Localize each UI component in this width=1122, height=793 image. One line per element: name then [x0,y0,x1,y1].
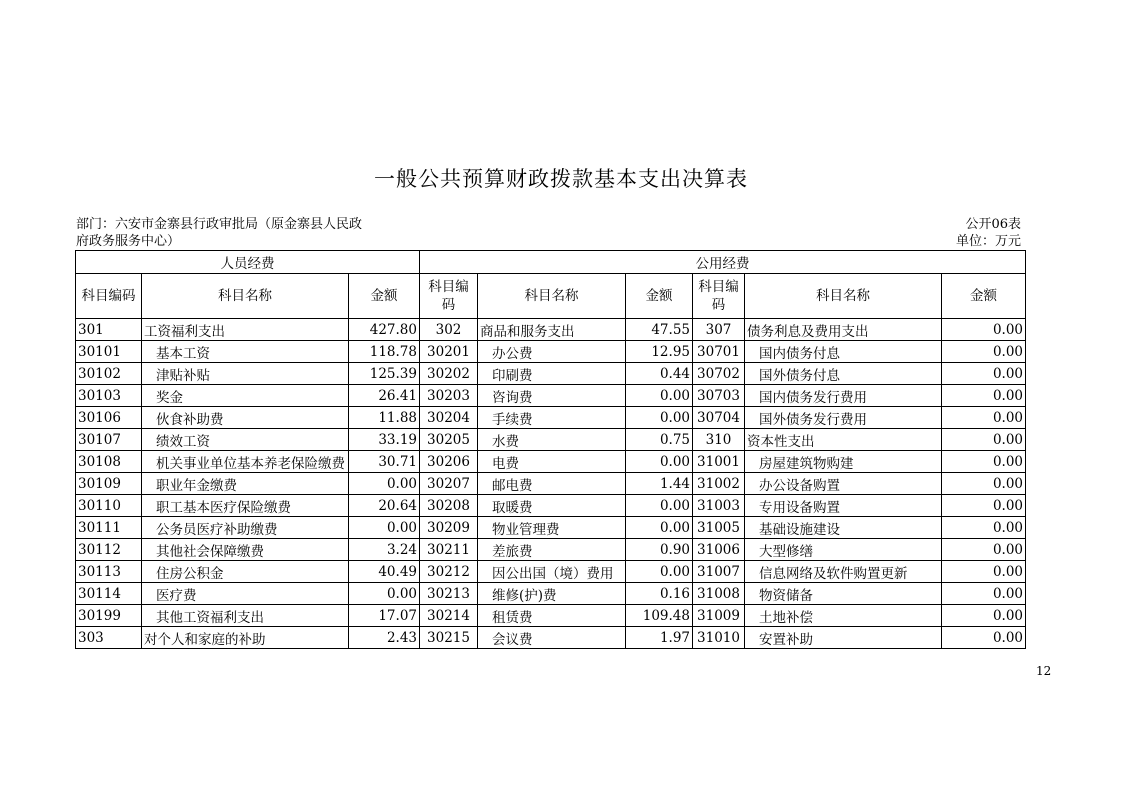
name-cell: 取暖费 [478,495,626,517]
table-row [76,561,1026,583]
name-cell: 国外债务发行费用 [745,407,942,429]
name-cell: 办公设备购置 [745,473,942,495]
name-cell: 津贴补贴 [142,363,349,385]
name-cell: 债务利息及费用支出 [745,319,942,341]
name-header: 科目名称 [142,274,349,319]
code-cell: 30205 [420,429,478,451]
code-header: 科目编码 [420,274,478,319]
name-cell: 医疗费 [142,583,349,605]
header-row-groups [76,251,1026,274]
name-cell: 基本工资 [142,341,349,363]
code-cell: 310 [693,429,745,451]
amount-cell: 47.55 [626,319,693,341]
code-cell: 30113 [76,561,142,583]
name-cell: 对个人和家庭的补助 [142,627,349,649]
code-header: 科目编码 [693,274,745,319]
name-cell: 电费 [478,451,626,473]
amount-cell: 0.75 [626,429,693,451]
amount-cell: 30.71 [349,451,420,473]
amount-cell: 0.00 [349,473,420,495]
code-cell: 30111 [76,517,142,539]
name-cell: 职业年金缴费 [142,473,349,495]
name-cell: 专用设备购置 [745,495,942,517]
name-header: 科目名称 [745,274,942,319]
form-code: 公开06表 [965,217,1021,232]
code-cell: 30199 [76,605,142,627]
amount-cell: 109.48 [626,605,693,627]
table-row [76,385,1026,407]
code-cell: 30108 [76,451,142,473]
amount-cell: 17.07 [349,605,420,627]
name-cell: 印刷费 [478,363,626,385]
amount-cell: 0.00 [626,451,693,473]
code-cell: 30213 [420,583,478,605]
code-cell: 302 [420,319,478,341]
amount-cell: 12.95 [626,341,693,363]
amount-cell: 0.00 [942,451,1026,473]
code-cell: 30106 [76,407,142,429]
name-cell: 国外债务付息 [745,363,942,385]
amount-cell: 427.80 [349,319,420,341]
amount-header: 金额 [626,274,693,319]
code-cell: 30110 [76,495,142,517]
code-cell: 30208 [420,495,478,517]
name-cell: 房屋建筑物购建 [745,451,942,473]
name-cell: 办公费 [478,341,626,363]
table-row [76,517,1026,539]
code-cell: 31006 [693,539,745,561]
public-header: 公用经费 [420,251,1026,274]
code-cell: 30215 [420,627,478,649]
amount-cell: 0.00 [942,583,1026,605]
code-cell: 30103 [76,385,142,407]
code-cell: 301 [76,319,142,341]
amount-cell: 0.00 [942,605,1026,627]
name-cell: 水费 [478,429,626,451]
name-cell: 因公出国（境）费用 [478,561,626,583]
amount-cell: 0.00 [942,495,1026,517]
table-row [76,429,1026,451]
code-cell: 30704 [693,407,745,429]
name-cell: 商品和服务支出 [478,319,626,341]
amount-cell: 0.00 [626,495,693,517]
code-cell: 31008 [693,583,745,605]
name-cell: 其他工资福利支出 [142,605,349,627]
code-cell: 31007 [693,561,745,583]
name-cell: 工资福利支出 [142,319,349,341]
code-cell: 30214 [420,605,478,627]
name-cell: 奖金 [142,385,349,407]
amount-cell: 0.00 [626,561,693,583]
amount-cell: 0.00 [942,363,1026,385]
code-cell: 31001 [693,451,745,473]
amount-cell: 0.00 [626,385,693,407]
name-cell: 会议费 [478,627,626,649]
name-cell: 基础设施建设 [745,517,942,539]
code-cell: 31003 [693,495,745,517]
table-row [76,627,1026,649]
code-cell: 303 [76,627,142,649]
amount-cell: 125.39 [349,363,420,385]
amount-cell: 40.49 [349,561,420,583]
code-cell: 30209 [420,517,478,539]
name-cell: 邮电费 [478,473,626,495]
table-row [76,319,1026,341]
name-cell: 国内债务发行费用 [745,385,942,407]
code-cell: 30703 [693,385,745,407]
amount-cell: 0.00 [942,385,1026,407]
amount-cell: 0.00 [942,319,1026,341]
amount-cell: 0.90 [626,539,693,561]
name-cell: 物资储备 [745,583,942,605]
amount-cell: 0.00 [349,517,420,539]
amount-cell: 0.00 [942,561,1026,583]
table-row [76,495,1026,517]
table-row [76,341,1026,363]
name-cell: 住房公积金 [142,561,349,583]
name-cell: 手续费 [478,407,626,429]
code-cell: 30212 [420,561,478,583]
name-cell: 伙食补助费 [142,407,349,429]
code-cell: 30201 [420,341,478,363]
amount-cell: 0.44 [626,363,693,385]
form-meta [956,216,1021,250]
name-cell: 职工基本医疗保险缴费 [142,495,349,517]
code-cell: 307 [693,319,745,341]
amount-cell: 0.00 [942,627,1026,649]
code-cell: 30109 [76,473,142,495]
unit-label: 单位：万元 [955,234,1021,249]
table-row [76,407,1026,429]
name-cell: 其他社会保障缴费 [142,539,349,561]
table-row [76,451,1026,473]
amount-cell: 0.00 [942,429,1026,451]
code-cell: 30203 [420,385,478,407]
name-cell: 公务员医疗补助缴费 [142,517,349,539]
amount-cell: 0.00 [349,583,420,605]
amount-header: 金额 [349,274,420,319]
page-number: 12 [1036,664,1052,678]
name-cell: 维修(护)费 [478,583,626,605]
amount-header: 金额 [942,274,1026,319]
name-cell: 国内债务付息 [745,341,942,363]
table-row [76,605,1026,627]
code-header: 科目编码 [76,274,142,319]
name-cell: 咨询费 [478,385,626,407]
amount-cell: 1.44 [626,473,693,495]
name-cell: 物业管理费 [478,517,626,539]
name-cell: 资本性支出 [745,429,942,451]
name-cell: 租赁费 [478,605,626,627]
personnel-header: 人员经费 [76,251,420,274]
amount-cell: 0.00 [626,517,693,539]
code-cell: 30107 [76,429,142,451]
name-cell: 信息网络及软件购置更新 [745,561,942,583]
code-cell: 30114 [76,583,142,605]
header-row-columns [76,274,1026,319]
code-cell: 30202 [420,363,478,385]
code-cell: 31002 [693,473,745,495]
amount-cell: 26.41 [349,385,420,407]
name-header: 科目名称 [478,274,626,319]
name-cell: 安置补助 [745,627,942,649]
amount-cell: 2.43 [349,627,420,649]
code-cell: 30204 [420,407,478,429]
name-cell: 差旅费 [478,539,626,561]
amount-cell: 118.78 [349,341,420,363]
code-cell: 30207 [420,473,478,495]
amount-cell: 0.00 [942,517,1026,539]
name-cell: 机关事业单位基本养老保险缴费 [142,451,349,473]
amount-cell: 0.00 [942,473,1026,495]
table-row [76,583,1026,605]
amount-cell: 20.64 [349,495,420,517]
department-label: 部门：六安市金寨县行政审批局（原金寨县人民政府政务服务中心） [76,217,363,249]
code-cell: 30702 [693,363,745,385]
code-cell: 30101 [76,341,142,363]
amount-cell: 0.00 [942,407,1026,429]
amount-cell: 0.00 [942,539,1026,561]
code-cell: 30102 [76,363,142,385]
code-cell: 30211 [420,539,478,561]
table-row [76,473,1026,495]
code-cell: 30112 [76,539,142,561]
budget-table [75,250,1026,649]
code-cell: 30701 [693,341,745,363]
amount-cell: 0.16 [626,583,693,605]
table-row [76,539,1026,561]
table-row [76,363,1026,385]
amount-cell: 0.00 [626,407,693,429]
page-title: 一般公共预算财政拨款基本支出决算表 [374,167,748,191]
amount-cell: 0.00 [942,341,1026,363]
name-cell: 绩效工资 [142,429,349,451]
code-cell: 31009 [693,605,745,627]
code-cell: 30206 [420,451,478,473]
name-cell: 土地补偿 [745,605,942,627]
amount-cell: 1.97 [626,627,693,649]
name-cell: 大型修缮 [745,539,942,561]
amount-cell: 33.19 [349,429,420,451]
code-cell: 31005 [693,517,745,539]
code-cell: 31010 [693,627,745,649]
table-body [76,319,1026,649]
amount-cell: 11.88 [349,407,420,429]
amount-cell: 3.24 [349,539,420,561]
